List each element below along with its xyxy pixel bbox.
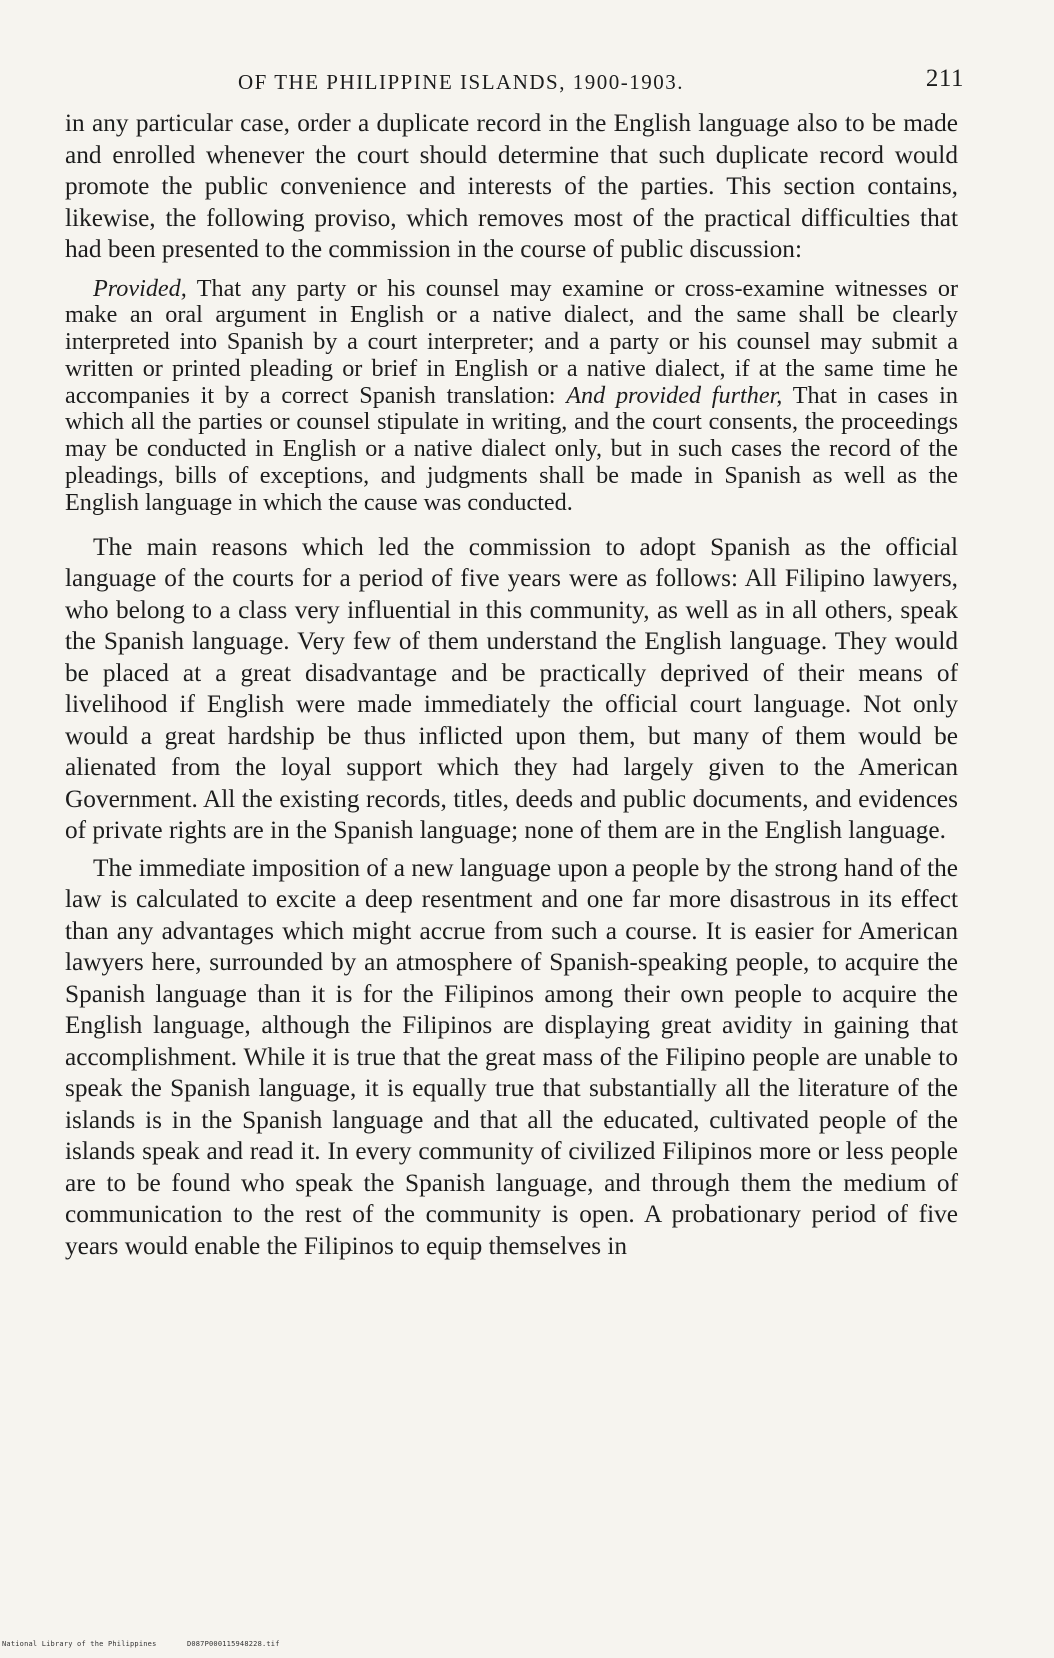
paragraph-imposition: The immediate imposition of a new language upon a people by the strong hand of the law is calculated to excite a deep resentment and one far more disastrous in its effect than any advantages which might accrue from such a course. It is easier for American lawyers here, surrounded by an atmosphere of Spanish-speaking people, to acquire the Spanish language than it is for the Filipinos among their own people to acquire the English language, although the Filipinos are displaying great avidity in gaining that accomplishment. While it is true that the great mass of the Filipino people are unable to speak the Spanish language, it is equally true that substantially all the literature of the islands is in the Spanish language and that all the educated, cultivated people of the islands speak and read it. In every community of civilized Filipinos more or less people are to be found who speak the Spanish language, and through them the medium of communication to the rest of the community is open. A probationary period of five years would enable the Filipinos to equip themselves in (65, 853, 958, 1260)
quote-mid-italic: And provided further, (566, 381, 783, 409)
page-header (238, 62, 964, 102)
paragraph-reasons: The main reasons which led the commission to adopt Spanish as the official language of the courts for a period of five years were as follows: All Filipino lawyers, who belong to a class very influential in this community, as well as in all others, speak the Spanish language. Very few of them understand the English language. They would be placed at a great disadvantage and be practically deprived of their means of livelihood if English were made immediately the official court language. Not only would a great hardship be thus inflicted upon them, but many of them would be alienated from the loyal support which they had largely given to the American Government. All the existing records, titles, deeds and public documents, and evidences of private rights are in the Spanish language; none of them are in the English language. (65, 532, 958, 845)
running-head: OF THE PHILIPPINE ISLANDS, 1900-1903. (238, 70, 684, 94)
quote-body-2: That in cases in which all the parties or counsel stipulate in writing, and the court consents, the proceedings may be conducted in English or a native dialect only, but in such cases the record of the pleadings, bills of exceptions, and judgments shall be made in Spanish as well as the English language in which the cause was conducted. (65, 381, 958, 516)
paragraph-continuation: in any particular case, order a duplicate record in the English language also to be made and enrolled whenever the court should determine that such duplicate record would promote the public convenience and interests of the parties. This section contains, likewise, the following proviso, which removes most of the practical difficulties that had been presented to the commission in the course of public discussion: (65, 109, 958, 263)
quoted-proviso (65, 276, 958, 517)
scan-footer (2, 1640, 306, 1648)
quote-lead-italic: Provided, (93, 274, 187, 302)
page-number: 211 (925, 65, 964, 92)
file-id: D087P000115948228.tif (186, 1640, 280, 1648)
page-body (65, 108, 958, 1262)
quote-body-1: That any party or his counsel may examine or cross-examine witnesses or make an oral argument in English or a native dialect, and the same shall be clearly interpreted into Spanish by a court interpreter; and a party or his counsel may submit a written or printed pleading or brief in English or a native dialect, if at the same time he accompanies it by a correct Spanish translation: (65, 274, 958, 409)
library-credit: National Library of the Philippines (2, 1640, 157, 1648)
